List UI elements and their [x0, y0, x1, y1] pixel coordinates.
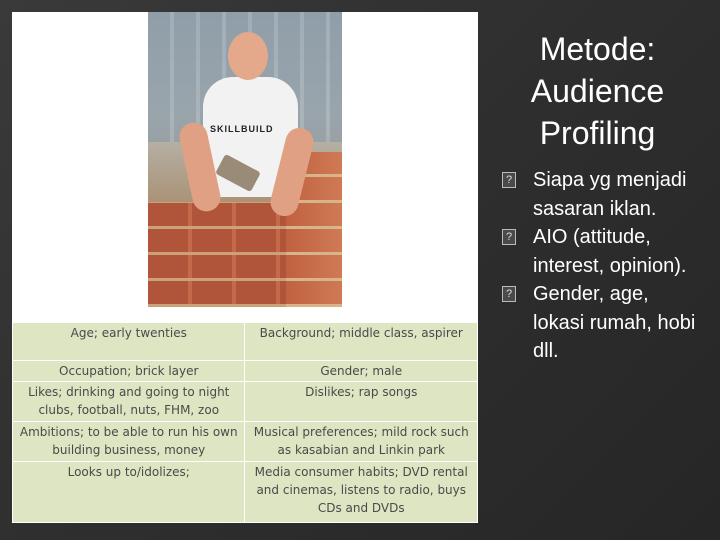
- person-head: [228, 32, 268, 80]
- bullet-item: [500, 280, 705, 366]
- table-cell: Background; middle class, aspirer: [245, 323, 478, 361]
- table-cell: Musical preferences; mild rock such as kasabian and Linkin park: [245, 422, 478, 462]
- audience-profile-table: [12, 322, 478, 523]
- bullet-text: Siapa yg menjadi sasaran iklan.: [533, 169, 687, 220]
- bullet-item: [500, 166, 705, 223]
- table-row: [13, 462, 478, 523]
- table-row: [13, 361, 478, 382]
- shirt-logo: SKILLBUILD: [210, 124, 274, 134]
- table-cell: Looks up to/idolizes;: [13, 462, 245, 523]
- missing-glyph-icon: ?: [502, 229, 516, 245]
- table-cell: Gender; male: [245, 361, 478, 382]
- bullet-text: Gender, age, lokasi rumah, hobi dll.: [533, 283, 696, 362]
- bullet-text: AIO (attitude, interest, opinion).: [533, 226, 687, 277]
- slide-title: [505, 28, 690, 154]
- table-cell: Occupation; brick layer: [13, 361, 245, 382]
- table-cell: Age; early twenties: [13, 323, 245, 361]
- table-cell: Dislikes; rap songs: [245, 382, 478, 422]
- table-cell: Media consumer habits; DVD rental and cinemas, listens to radio, buys CDs and DVDs: [245, 462, 478, 523]
- missing-glyph-icon: ?: [502, 286, 516, 302]
- bricklayer-photo: [148, 12, 342, 307]
- title-line: Profiling: [539, 115, 656, 151]
- title-line: Metode:: [539, 31, 656, 67]
- title-line: Audience: [530, 73, 665, 109]
- table-cell: Ambitions; to be able to run his own building business, money: [13, 422, 245, 462]
- table-row: [13, 422, 478, 462]
- table-row: [13, 382, 478, 422]
- bullet-item: [500, 223, 705, 280]
- missing-glyph-icon: ?: [502, 172, 516, 188]
- bullet-list: [500, 166, 705, 366]
- table-row: [13, 323, 478, 361]
- table-cell: Likes; drinking and going to night clubs, football, nuts, FHM, zoo: [13, 382, 245, 422]
